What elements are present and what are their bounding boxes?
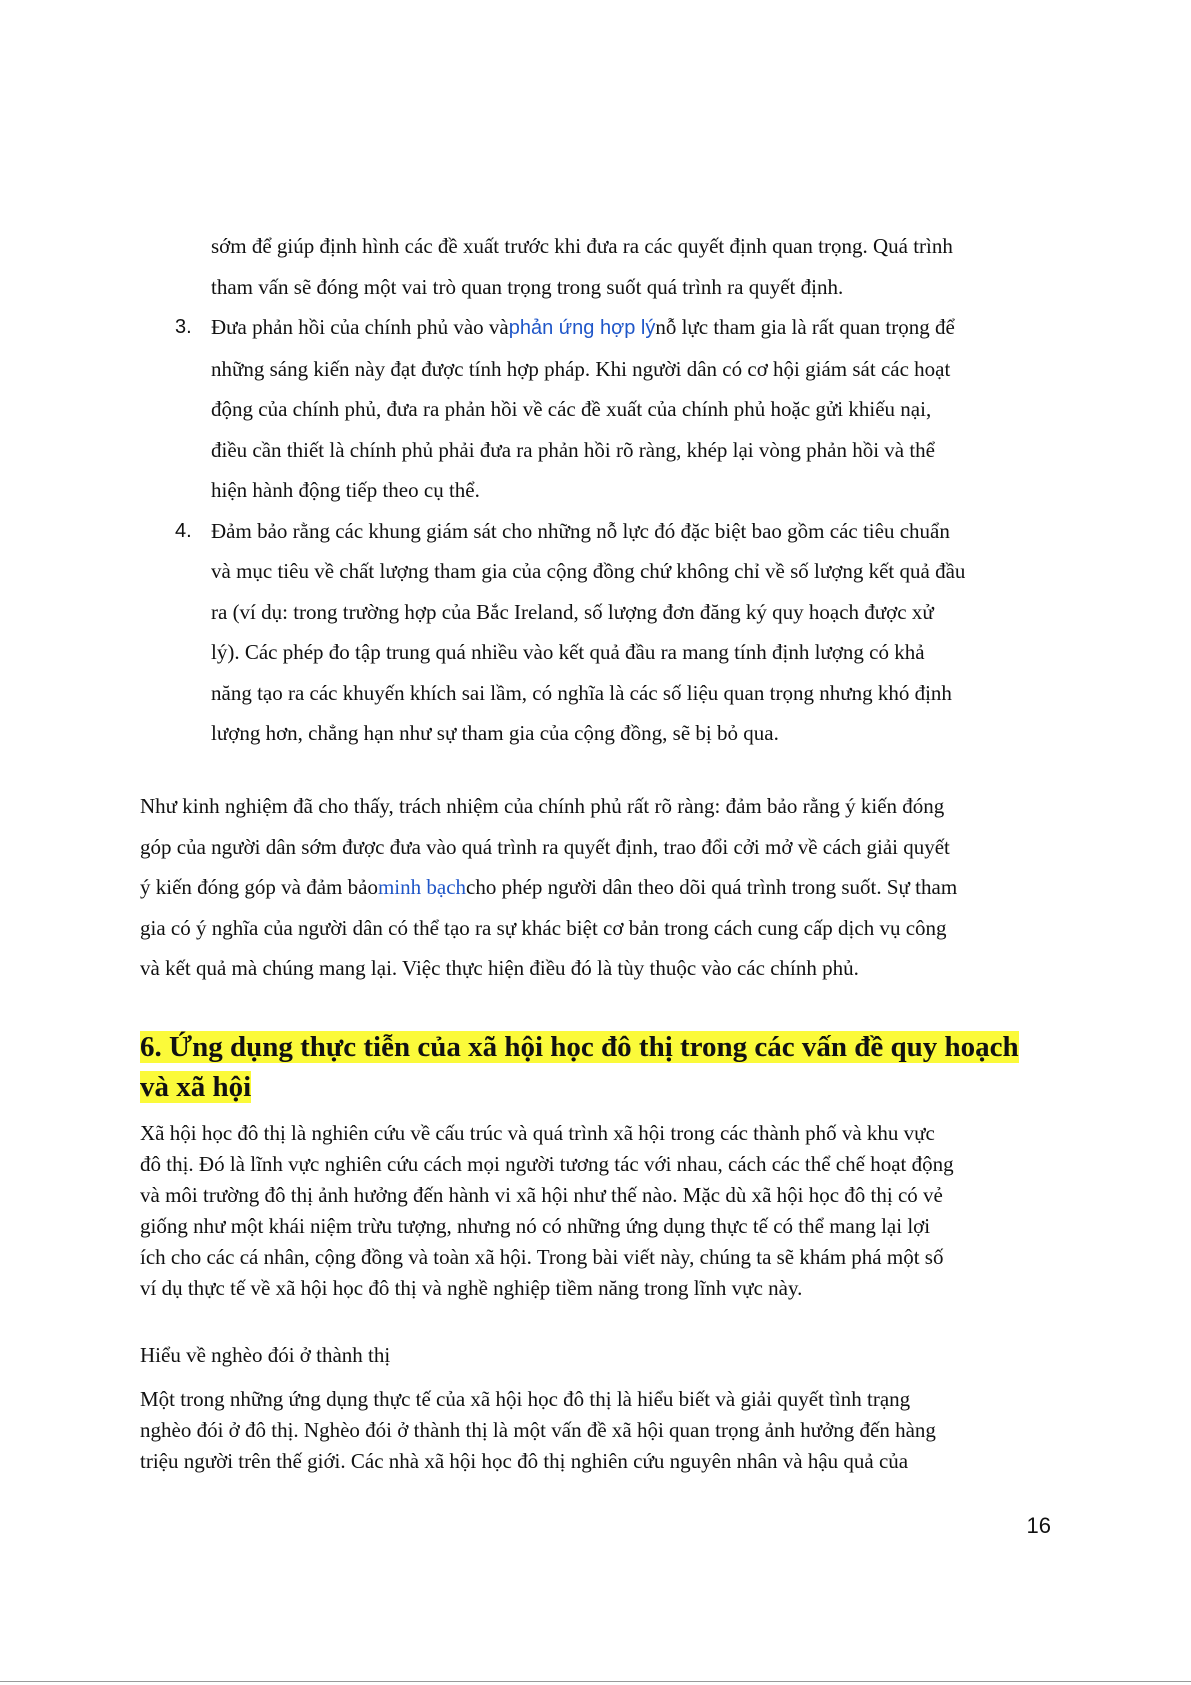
list-number: 4. — [175, 519, 192, 542]
text-line: góp của người dân sớm được đưa vào quá trình ra quyết định, trao đổi cởi mở về cách giải quyết — [140, 834, 950, 859]
text-line: lý). Các phép đo tập trung quá nhiều vào kết quả đầu ra mang tính định lượng có khả — [211, 640, 925, 664]
text-line: nghèo đói ở đô thị. Nghèo đói ở thành thị là một vấn đề xã hội quan trọng ảnh hưởng đến hàng — [140, 1418, 936, 1442]
numbered-list — [175, 226, 1055, 754]
highlighted-text: và xã hội — [140, 1071, 252, 1103]
text-line: động của chính phủ, đưa ra phản hồi về các đề xuất của chính phủ hoặc gửi khiếu nại, — [211, 397, 932, 421]
list-item-4 — [175, 511, 1055, 754]
text-line: và môi trường đô thị ảnh hưởng đến hành vi xã hội như thế nào. Mặc dù xã hội học đô thị có vẻ — [140, 1183, 943, 1207]
text-line: gia có ý nghĩa của người dân có thể tạo ra sự khác biệt cơ bản trong cách cung cấp dịch vụ công — [140, 915, 947, 940]
list-item-3 — [175, 307, 1055, 511]
text-line: giống như một khái niệm trừu tượng, nhưng nó có những ứng dụng thực tế có thể mang lại lợi — [140, 1214, 931, 1238]
text-line: Xã hội học đô thị là nghiên cứu về cấu trúc và quá trình xã hội trong các thành phố và khu vực — [140, 1121, 935, 1145]
page-bottom-divider — [0, 1681, 1191, 1682]
heading-line — [140, 1027, 1060, 1067]
text-line: và mục tiêu về chất lượng tham gia của cộng đồng chứ không chỉ về số lượng kết quả đầu — [211, 559, 966, 583]
text-line: năng tạo ra các khuyến khích sai lầm, có nghĩa là các số liệu quan trọng nhưng khó định — [211, 680, 952, 705]
text-line: và kết quả mà chúng mang lại. Việc thực hiện điều đó là tùy thuộc vào các chính phủ. — [140, 956, 859, 980]
text-line: Đảm bảo rằng các khung giám sát cho những nỗ lực đó đặc biệt bao gồm các tiêu chuẩn — [211, 518, 950, 543]
text-line: hiện hành động tiếp theo cụ thể. — [211, 478, 480, 502]
text-line: Như kinh nghiệm đã cho thấy, trách nhiệm của chính phủ rất rõ ràng: đảm bảo rằng ý kiến đóng — [140, 794, 945, 818]
text-line: điều cần thiết là chính phủ phải đưa ra phản hồi rõ ràng, khép lại vòng phản hồi và thể — [211, 437, 936, 462]
text-line: lượng hơn, chẳng hạn như sự tham gia của cộng đồng, sẽ bị bỏ qua. — [211, 721, 779, 745]
list-number: 3. — [175, 316, 192, 338]
section-heading — [140, 1027, 1060, 1107]
text-line: Một trong những ứng dụng thực tế của xã hội học đô thị là hiểu biết và giải quyết tình trạng — [140, 1387, 911, 1411]
highlighted-text: 6. Ứng dụng thực tiễn của xã hội học đô thị trong các vấn đề quy hoạch — [140, 1031, 1019, 1063]
subsection-title: Hiểu về nghèo đói ở thành thị — [140, 1343, 391, 1367]
paragraph-government-responsibility — [140, 786, 1055, 989]
paragraph-urban-sociology-intro — [140, 1118, 1055, 1304]
paragraph-urban-poverty — [140, 1384, 1055, 1477]
text-line: tham vấn sẽ đóng một vai trò quan trọng trong suốt quá trình ra quyết định. — [211, 274, 844, 299]
text-line: sớm để giúp định hình các đề xuất trước khi đưa ra các quyết định quan trọng. Quá trình — [211, 234, 953, 258]
text-line: những sáng kiến này đạt được tính hợp pháp. Khi người dân có cơ hội giám sát các hoạt — [211, 356, 951, 381]
text-span: Đưa phản hồi của chính phủ vào và — [211, 315, 509, 339]
text-span: ý kiến đóng góp và đảm bảo — [140, 875, 378, 899]
hyperlink-minh-bach[interactable]: minh bạch — [377, 875, 467, 899]
text-line: ví dụ thực tế về xã hội học đô thị và nghề nghiệp tiềm năng trong lĩnh vực này. — [140, 1276, 803, 1300]
text-span: nỗ lực tham gia là rất quan trọng để — [655, 315, 955, 339]
heading-line — [140, 1067, 1060, 1107]
text-line — [211, 307, 1055, 349]
page-number: 16 — [1026, 1513, 1051, 1538]
text-line: ích cho các cá nhân, cộng đồng và toàn xã hội. Trong bài viết này, chúng ta sẽ khám phá một số — [140, 1245, 944, 1269]
text-line: ra (ví dụ: trong trường hợp của Bắc Ireland, số lượng đơn đăng ký quy hoạch được xử — [211, 599, 934, 624]
text-line — [140, 867, 1055, 908]
text-line: triệu người trên thế giới. Các nhà xã hội học đô thị nghiên cứu nguyên nhân và hậu quả của — [140, 1449, 909, 1473]
hyperlink-phan-ung-hop-ly[interactable]: phản ứng hợp lý — [508, 317, 656, 339]
list-item-continuation — [175, 226, 1055, 307]
text-span: cho phép người dân theo dõi quá trình trong suốt. Sự tham — [466, 875, 958, 899]
text-line: đô thị. Đó là lĩnh vực nghiên cứu cách mọi người tương tác với nhau, cách các thể chế hoạt động — [140, 1152, 954, 1176]
